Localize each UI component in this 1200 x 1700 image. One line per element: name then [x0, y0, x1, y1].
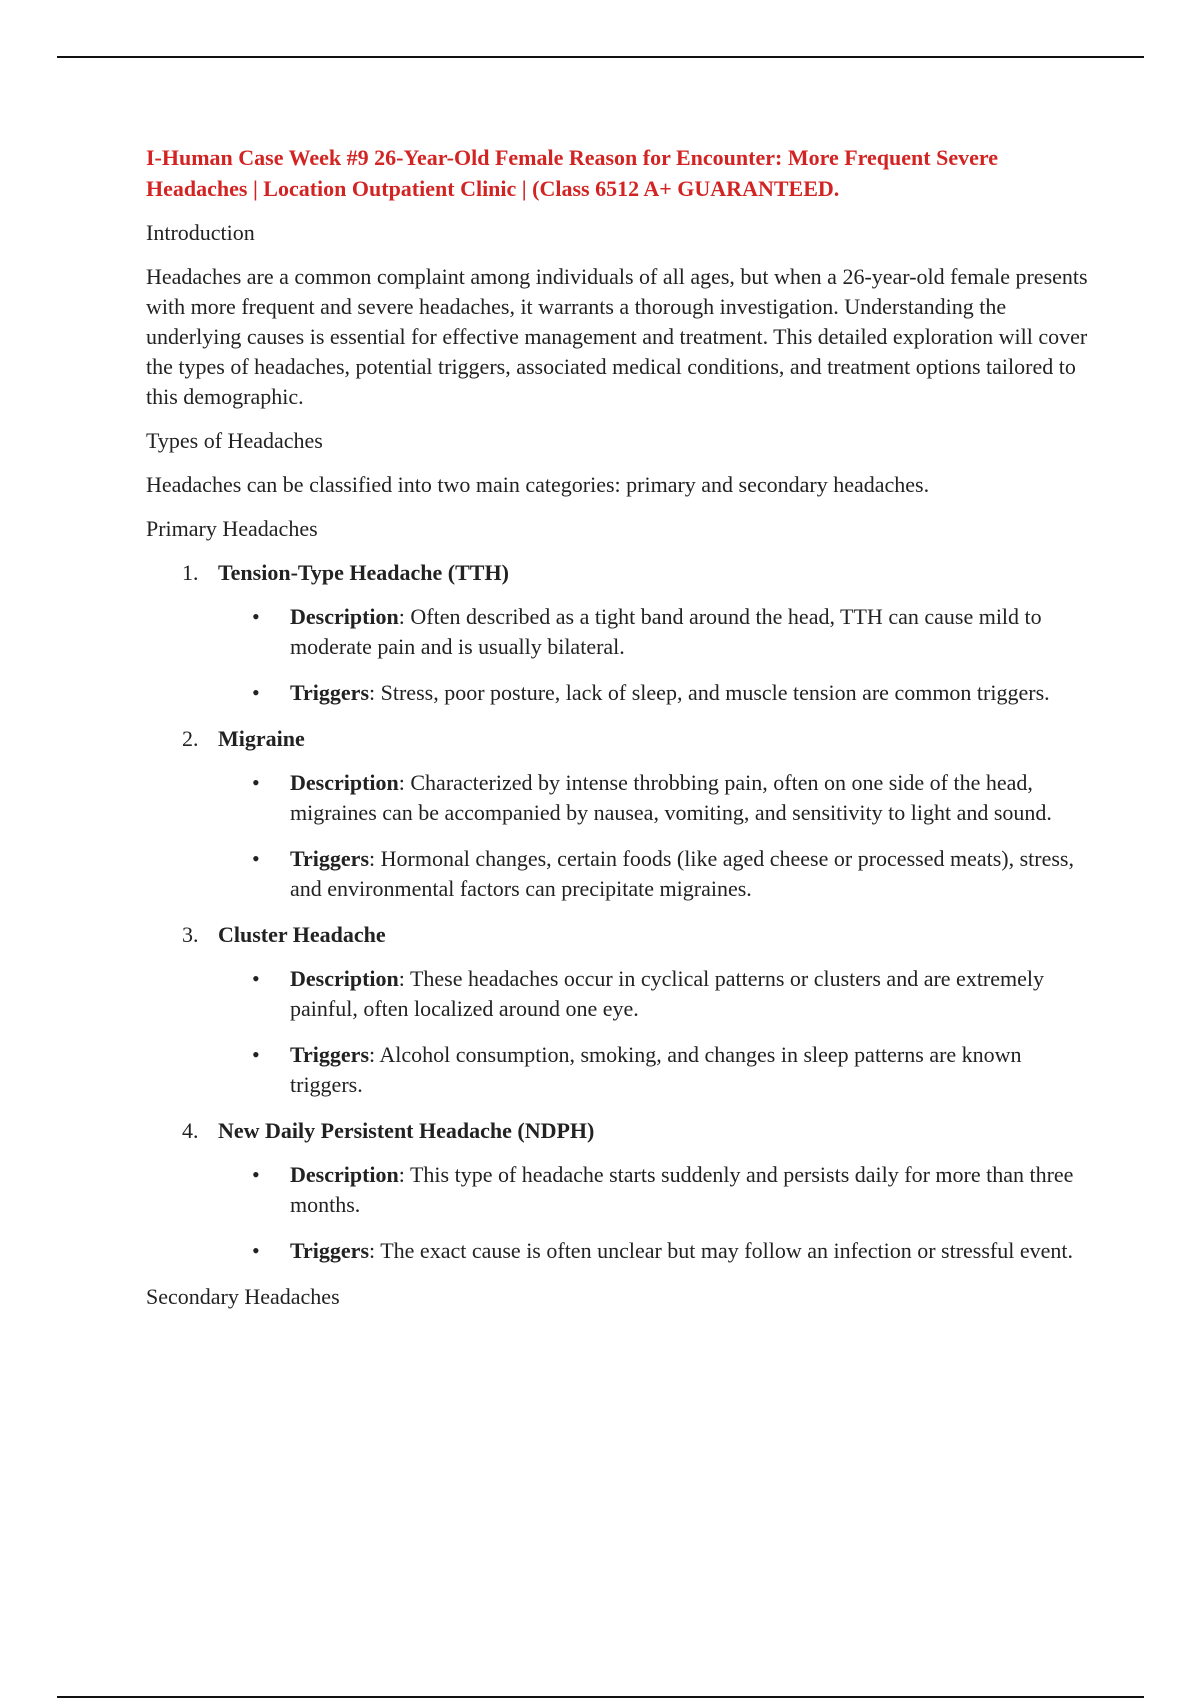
item-number: 2. [182, 726, 199, 751]
description-label: Description [290, 604, 399, 629]
bullet-icon: • [252, 604, 260, 629]
description-text: : These headaches occur in cyclical patterns or clusters and are extremely painful, often localized around one eye. [290, 966, 1045, 1021]
top-rule [57, 56, 1144, 58]
secondary-headaches-heading: Secondary Headaches [146, 1284, 340, 1309]
headache-type-name: Cluster Headache [218, 922, 386, 947]
item-number: 4. [182, 1118, 199, 1143]
introduction-paragraph: Headaches are a common complaint among individuals of all ages, but when a 26-year-old female presents with more frequent and severe headaches, it warrants a thorough investigation. Understanding the underlying causes is essential for effective management and treatment. This detailed exploration will cover the types of headaches, potential triggers, associated medical conditions, and treatment options tailored to this demographic. [146, 264, 1088, 409]
item-number: 1. [182, 560, 199, 585]
headache-details [218, 768, 1096, 904]
triggers-point [218, 678, 1096, 708]
headache-details [218, 602, 1096, 708]
triggers-label: Triggers [290, 846, 370, 871]
item-number: 3. [182, 922, 199, 947]
primary-headache-list [146, 558, 1096, 1266]
headache-type-item [146, 920, 1096, 1100]
description-point [218, 1160, 1096, 1220]
bullet-icon: • [252, 966, 260, 991]
description-label: Description [290, 770, 399, 795]
triggers-label: Triggers [290, 1042, 370, 1067]
primary-headaches-heading: Primary Headaches [146, 516, 318, 541]
types-heading: Types of Headaches [146, 428, 323, 453]
bullet-icon: • [252, 1238, 260, 1263]
types-paragraph: Headaches can be classified into two main categories: primary and secondary headaches. [146, 472, 930, 497]
bullet-icon: • [252, 1162, 260, 1187]
headache-details [218, 1160, 1096, 1266]
triggers-point [218, 1040, 1096, 1100]
headache-type-name: Migraine [218, 726, 305, 751]
triggers-text: : Stress, poor posture, lack of sleep, and muscle tension are common triggers. [369, 680, 1050, 705]
bullet-icon: • [252, 680, 260, 705]
triggers-text: : Alcohol consumption, smoking, and changes in sleep patterns are known triggers. [290, 1042, 1022, 1097]
description-point [218, 964, 1096, 1024]
description-point [218, 768, 1096, 828]
triggers-point [218, 844, 1096, 904]
description-label: Description [290, 1162, 399, 1187]
description-text: : Often described as a tight band around the head, TTH can cause mild to moderate pain and is usually bilateral. [290, 604, 1042, 659]
triggers-text: : Hormonal changes, certain foods (like aged cheese or processed meats), stress, and environmental factors can precipitate migraines. [290, 846, 1074, 901]
headache-type-name: New Daily Persistent Headache (NDPH) [218, 1118, 595, 1143]
triggers-label: Triggers [290, 680, 370, 705]
bullet-icon: • [252, 846, 260, 871]
document-page [146, 142, 1096, 1326]
headache-type-name: Tension-Type Headache (TTH) [218, 560, 509, 585]
introduction-heading: Introduction [146, 220, 255, 245]
description-text: : Characterized by intense throbbing pain, often on one side of the head, migraines can be accompanied by nausea, vomiting, and sensitivity to light and sound. [290, 770, 1052, 825]
document-title: I-Human Case Week #9 26-Year-Old Female Reason for Encounter: More Frequent Severe Headaches | Location Outpatient Clinic | (Class 6512 A+ GUARANTEED. [146, 145, 998, 201]
bullet-icon: • [252, 1042, 260, 1067]
triggers-label: Triggers [290, 1238, 370, 1263]
headache-type-item [146, 558, 1096, 708]
headache-details [218, 964, 1096, 1100]
description-label: Description [290, 966, 399, 991]
headache-type-item [146, 1116, 1096, 1266]
headache-type-item [146, 724, 1096, 904]
bullet-icon: • [252, 770, 260, 795]
description-text: : This type of headache starts suddenly and persists daily for more than three months. [290, 1162, 1074, 1217]
bottom-rule [57, 1696, 1144, 1698]
triggers-point [218, 1236, 1096, 1266]
triggers-text: : The exact cause is often unclear but may follow an infection or stressful event. [369, 1238, 1073, 1263]
description-point [218, 602, 1096, 662]
